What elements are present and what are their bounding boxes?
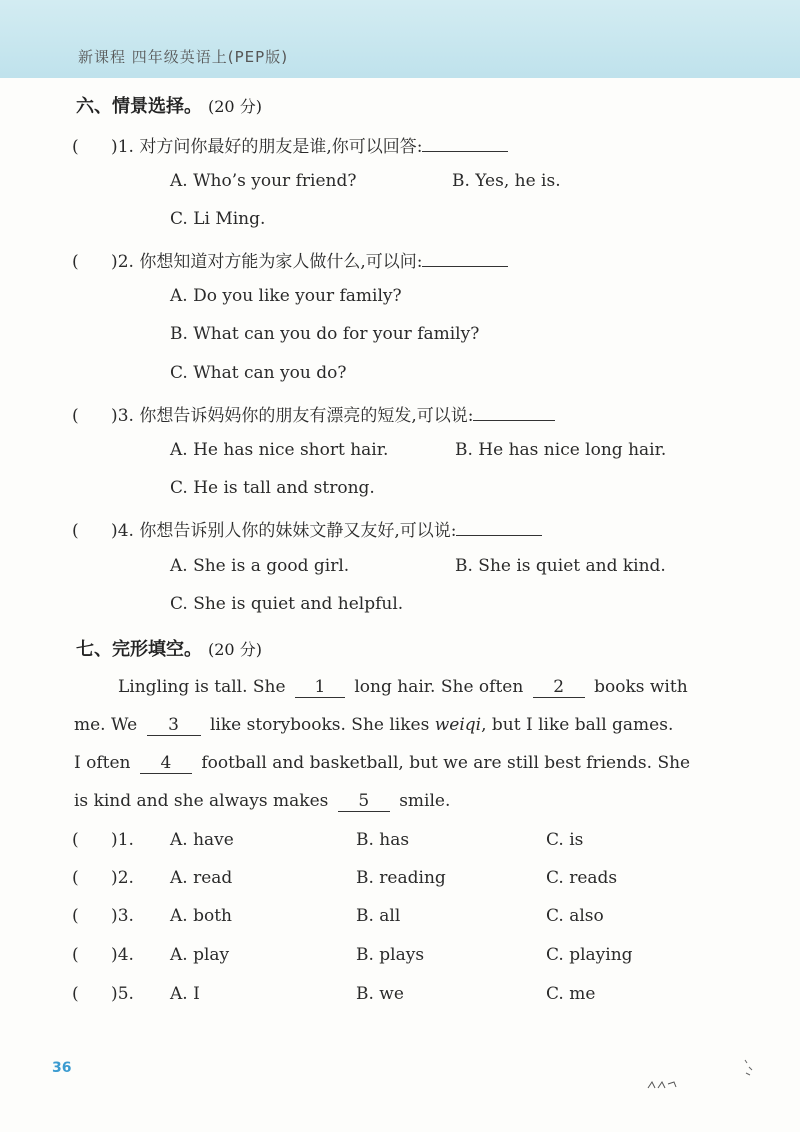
passage-text: smile. bbox=[399, 791, 451, 811]
s7-q3-option-a[interactable]: A. both bbox=[170, 906, 232, 926]
s6-q1 bbox=[72, 132, 508, 157]
s6-q4-option-b[interactable]: B. She is quiet and kind. bbox=[455, 556, 666, 576]
s6-q2 bbox=[72, 247, 508, 272]
page-number: 36 bbox=[52, 1060, 72, 1076]
passage-text: I often bbox=[74, 753, 131, 773]
question-stem: 你想知道对方能为家人做什么,可以问: bbox=[139, 252, 423, 272]
s7-q3-option-c[interactable]: C. also bbox=[546, 906, 604, 926]
passage-line-1 bbox=[118, 677, 688, 698]
s6-q4-option-a[interactable]: A. She is a good girl. bbox=[170, 556, 350, 576]
section6-title-text: 六、情景选择。 bbox=[76, 96, 202, 117]
answer-paren[interactable]: ( )1. bbox=[72, 137, 134, 157]
answer-paren[interactable]: ( )3. bbox=[72, 406, 134, 426]
passage-text: like storybooks. She likes bbox=[209, 715, 430, 735]
passage-blank-4[interactable]: 4 bbox=[140, 753, 192, 774]
answer-blank[interactable] bbox=[456, 535, 542, 536]
s7-q5-option-b[interactable]: B. we bbox=[356, 984, 404, 1004]
passage-text: is kind and she always makes bbox=[74, 791, 329, 811]
answer-blank[interactable] bbox=[473, 420, 555, 421]
s7-q2-option-b[interactable]: B. reading bbox=[356, 868, 446, 888]
s6-q3-option-b[interactable]: B. He has nice long hair. bbox=[455, 440, 667, 460]
s6-q2-option-b[interactable]: B. What can you do for your family? bbox=[170, 324, 480, 344]
s7-q1-option-b[interactable]: B. has bbox=[356, 830, 410, 850]
s6-q3-option-c[interactable]: C. He is tall and strong. bbox=[170, 478, 375, 498]
s6-q1-option-c[interactable]: C. Li Ming. bbox=[170, 209, 266, 229]
handwriting-dots bbox=[742, 1058, 756, 1078]
s7-q4-option-a[interactable]: A. play bbox=[170, 945, 230, 965]
s7-q2-option-c[interactable]: C. reads bbox=[546, 868, 618, 888]
passage-text: me. We bbox=[74, 715, 138, 735]
s6-q4 bbox=[72, 516, 542, 541]
passage-text: long hair. She often bbox=[354, 677, 524, 697]
s7-q3-option-b[interactable]: B. all bbox=[356, 906, 401, 926]
passage-line-2 bbox=[74, 715, 673, 736]
s7-q2-option-a[interactable]: A. read bbox=[170, 868, 233, 888]
s6-q3 bbox=[72, 401, 555, 426]
handwriting-mark bbox=[646, 1078, 686, 1092]
passage-line-4 bbox=[74, 791, 450, 812]
passage-blank-3[interactable]: 3 bbox=[147, 715, 201, 736]
passage-blank-1[interactable]: 1 bbox=[295, 677, 345, 698]
section7-score: (20 分) bbox=[208, 640, 262, 659]
s6-q2-option-a[interactable]: A. Do you like your family? bbox=[170, 286, 402, 306]
s7-q3-paren[interactable]: ( )3. bbox=[72, 906, 134, 926]
s6-q1-option-a[interactable]: A. Who’s your friend? bbox=[170, 171, 357, 191]
s7-q5-option-a[interactable]: A. I bbox=[170, 984, 200, 1004]
section7-title bbox=[76, 635, 262, 661]
s6-q1-option-b[interactable]: B. Yes, he is. bbox=[452, 171, 561, 191]
s7-q1-option-c[interactable]: C. is bbox=[546, 830, 584, 850]
section6-score: (20 分) bbox=[208, 97, 262, 116]
passage-blank-2[interactable]: 2 bbox=[533, 677, 585, 698]
passage-text: Lingling is tall. She bbox=[118, 677, 286, 697]
s7-q5-option-c[interactable]: C. me bbox=[546, 984, 596, 1004]
header-title: 新课程 四年级英语上(PEP版) bbox=[78, 48, 289, 66]
question-stem: 对方问你最好的朋友是谁,你可以回答: bbox=[139, 137, 423, 157]
s7-q1-paren[interactable]: ( )1. bbox=[72, 830, 134, 850]
passage-blank-5[interactable]: 5 bbox=[338, 791, 390, 812]
section7-title-text: 七、完形填空。 bbox=[76, 639, 202, 660]
s6-q3-option-a[interactable]: A. He has nice short hair. bbox=[170, 440, 389, 460]
passage-line-3 bbox=[74, 753, 690, 774]
answer-blank[interactable] bbox=[422, 151, 508, 152]
s6-q2-option-c[interactable]: C. What can you do? bbox=[170, 363, 347, 383]
answer-blank[interactable] bbox=[422, 266, 508, 267]
answer-paren[interactable]: ( )4. bbox=[72, 521, 134, 541]
s7-q2-paren[interactable]: ( )2. bbox=[72, 868, 134, 888]
passage-italic-word: weiqi bbox=[434, 715, 482, 735]
s7-q1-option-a[interactable]: A. have bbox=[170, 830, 234, 850]
question-stem: 你想告诉别人你的妹妹文静又友好,可以说: bbox=[139, 521, 457, 541]
s7-q4-option-b[interactable]: B. plays bbox=[356, 945, 425, 965]
passage-text: books with bbox=[594, 677, 688, 697]
section6-title bbox=[76, 92, 262, 118]
answer-paren[interactable]: ( )2. bbox=[72, 252, 134, 272]
s7-q5-paren[interactable]: ( )5. bbox=[72, 984, 134, 1004]
question-stem: 你想告诉妈妈你的朋友有漂亮的短发,可以说: bbox=[139, 406, 474, 426]
s7-q4-paren[interactable]: ( )4. bbox=[72, 945, 134, 965]
passage-text: , but I like ball games. bbox=[481, 715, 674, 735]
passage-text: football and basketball, but we are still best friends. She bbox=[201, 753, 691, 773]
s6-q4-option-c[interactable]: C. She is quiet and helpful. bbox=[170, 594, 404, 614]
s7-q4-option-c[interactable]: C. playing bbox=[546, 945, 633, 965]
